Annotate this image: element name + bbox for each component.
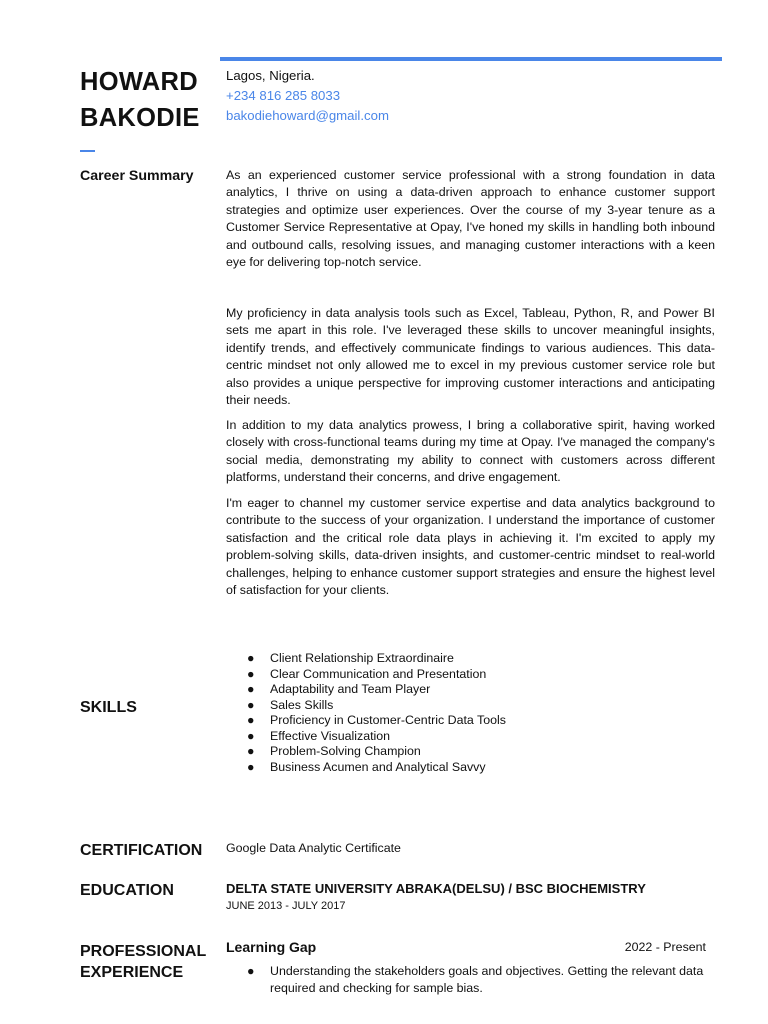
bullet-icon: ● (247, 713, 255, 727)
bullet-icon: ● (247, 964, 255, 978)
job-bullet-list (232, 963, 712, 998)
skill-text: Effective Visualization (270, 728, 391, 743)
name-last: BAKODIE (80, 104, 200, 132)
education-label: EDUCATION (80, 882, 174, 899)
bullet-icon: ● (247, 728, 255, 743)
name-first: HOWARD (80, 68, 198, 96)
summary-paragraph-1: As an experienced customer service professional with a strong foundation in data analytics, I thrive on using a data-driven approach to enhance customer support strategies and optimize user experiences. Over the course of my 3-year tenure as a Customer Service Representative at Opay, I've honed my skills in handling both inbound and outbound calls, resolving issues, and managing customer interactions with a keen eye for delivering top-notch service. (226, 168, 715, 270)
email-link[interactable]: bakodiehoward@gmail.com (226, 108, 389, 123)
job-dates: 2022 - Present (624, 940, 706, 954)
skill-text: Clear Communication and Presentation (270, 666, 487, 681)
skill-text: Proficiency in Customer-Centric Data Tools (270, 713, 506, 727)
candidate-name (80, 64, 200, 136)
bullet-icon: ● (247, 651, 255, 665)
list-item (232, 744, 506, 760)
education-dates: JUNE 2013 - JULY 2017 (226, 900, 346, 912)
certification-label: CERTIFICATION (80, 842, 203, 859)
header-accent-bar (220, 57, 722, 61)
summary-paragraph-2: My proficiency in data analysis tools such as Excel, Tableau, Python, R, and Power BI sets me apart in this role. I've leveraged these skills to uncover meaningful insights, identify trends, and effectively communicate findings to various audiences. This data-centric mindset not only allowed me to excel in my previous customer service role but also provides a unique perspective for improving customer interactions and anticipating their needs. (226, 306, 715, 408)
list-item (232, 963, 712, 998)
phone-link[interactable]: +234 816 285 8033 (226, 88, 341, 103)
career-summary-label: Career Summary (80, 168, 194, 184)
list-item (232, 667, 506, 683)
job-bullet-text: Understanding the stakeholders goals and objectives. Getting the relevant data required and checking for sample bias. (270, 964, 704, 996)
skill-text: Sales Skills (270, 697, 334, 712)
bullet-icon: ● (247, 682, 255, 696)
bullet-icon: ● (247, 697, 255, 712)
skills-list (232, 651, 506, 775)
experience-label (80, 941, 206, 983)
list-item (232, 682, 506, 698)
bullet-icon: ● (247, 744, 255, 758)
certification-value: Google Data Analytic Certificate (226, 841, 401, 855)
list-item (232, 713, 506, 729)
name-accent-dash (80, 150, 95, 152)
bullet-icon: ● (247, 666, 255, 681)
summary-paragraph-4: I'm eager to channel my customer service expertise and data analytics background to contribute to the success of your organization. I understand the importance of customer satisfaction and the critical role data plays in achieving it. I'm excited to apply my problem-solving skills, data-driven insights, and customer-centric mindset to real-world challenges, helping to enhance customer support strategies and ensure the highest level of satisfaction for your clients. (226, 496, 715, 598)
list-item (232, 760, 506, 776)
education-title: DELTA STATE UNIVERSITY ABRAKA(DELSU) / BSC BIOCHEMISTRY (226, 881, 646, 896)
skill-text: Adaptability and Team Player (270, 682, 431, 696)
experience-label-line2: EXPERIENCE (80, 964, 184, 981)
experience-label-line1: PROFESSIONAL (80, 943, 207, 960)
summary-paragraph-3: In addition to my data analytics prowess, I bring a collaborative spirit, having worked closely with cross-functional teams during my time at Opay. I've managed the company's social media, demonstrating my ability to connect with customers across different platforms, understand their concerns, and drive engagement. (226, 418, 715, 485)
list-item (232, 698, 506, 714)
contact-block (226, 66, 389, 126)
skill-text: Business Acumen and Analytical Savvy (270, 759, 486, 774)
skill-text: Client Relationship Extraordinaire (270, 651, 454, 665)
bullet-icon: ● (247, 759, 255, 774)
job-title: Learning Gap (226, 939, 317, 955)
skills-label: SKILLS (80, 699, 137, 716)
skill-text: Problem-Solving Champion (270, 744, 421, 758)
list-item (232, 729, 506, 745)
list-item (232, 651, 506, 667)
location-text: Lagos, Nigeria. (226, 68, 315, 83)
